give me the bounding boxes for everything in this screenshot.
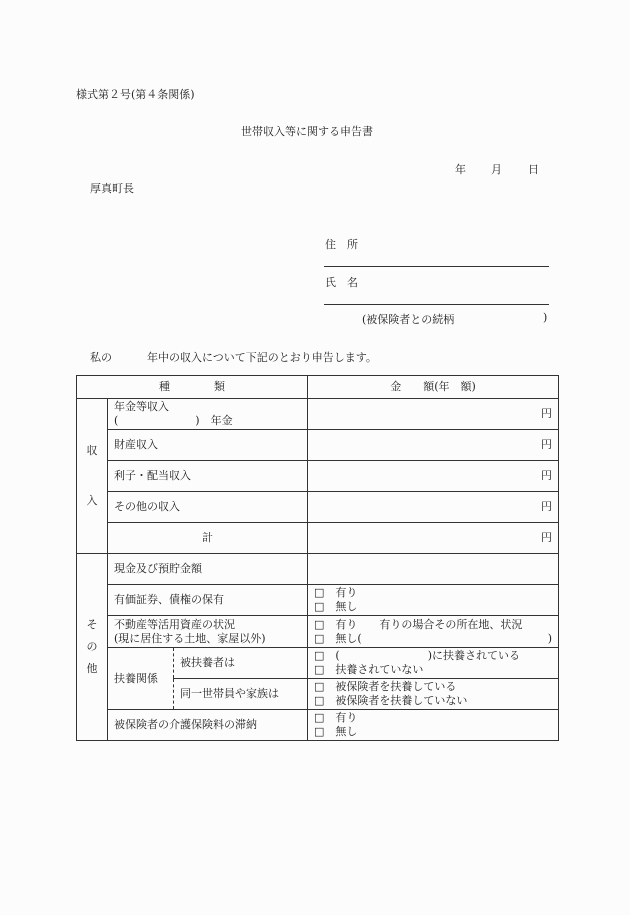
pension-income-amount-cell[interactable]: 円 — [308, 399, 559, 430]
household-member-options — [308, 679, 559, 710]
total-amount-cell[interactable]: 円 — [308, 523, 559, 554]
table-row — [77, 461, 559, 492]
table-row — [77, 585, 559, 616]
interest-dividend-income-label: 利子・配当収入 — [108, 461, 308, 492]
relation-close: ) — [543, 311, 548, 324]
table-header-row — [77, 376, 559, 399]
cash-savings-label: 現金及び預貯金額 — [108, 554, 308, 585]
form-number: 様式第２号(第４条関係) — [76, 88, 195, 101]
table-row — [77, 430, 559, 461]
address-label: 住 所 — [325, 238, 358, 251]
securities-label: 有価証券、債権の保有 — [108, 585, 308, 616]
addressee: 厚真町長 — [90, 182, 134, 195]
dependency-label: 扶養関係 — [108, 648, 174, 710]
household-member-label: 同一世帯員や家族は — [174, 679, 308, 710]
real-estate-no-checkbox[interactable]: □ 無し( ) — [314, 631, 553, 645]
securities-yes-checkbox[interactable]: □ 有り — [314, 586, 358, 599]
date-day-label: 日 — [528, 163, 539, 176]
dependent-not-supported-checkbox[interactable]: □ 扶養されていない — [314, 663, 424, 676]
interest-dividend-amount-cell[interactable]: 円 — [308, 461, 559, 492]
date-month-label: 月 — [491, 163, 502, 176]
name-line — [324, 304, 549, 305]
property-income-amount-cell[interactable]: 円 — [308, 430, 559, 461]
header-type: 種 類 — [77, 376, 308, 399]
premium-arrears-options — [308, 710, 559, 741]
property-income-label: 財産収入 — [108, 430, 308, 461]
name-label: 氏 名 — [325, 276, 358, 289]
date-year-label: 年 — [455, 163, 466, 176]
not-supports-insured-checkbox[interactable]: □ 被保険者を扶養していない — [314, 694, 468, 707]
pension-income-label: 年金等収入 ( ) 年金 — [108, 399, 308, 430]
arrears-yes-checkbox[interactable]: □ 有り — [314, 711, 358, 724]
premium-arrears-label: 被保険者の介護保険料の滞納 — [108, 710, 308, 741]
income-declaration-table — [76, 375, 559, 741]
declaration-prefix: 私の — [90, 351, 112, 364]
dependent-person-label: 被扶養者は — [174, 648, 308, 679]
header-amount: 金 額(年 額) — [308, 376, 559, 399]
declaration-text: 年中の収入について下記のとおり申告します。 — [147, 351, 377, 364]
other-section-label: そ の 他 — [77, 554, 108, 741]
dependent-supported-checkbox[interactable]: □ ( )に扶養されている — [314, 649, 520, 662]
real-estate-options — [308, 616, 559, 648]
other-income-label: その他の収入 — [108, 492, 308, 523]
cash-savings-amount-cell[interactable] — [308, 554, 559, 585]
securities-options — [308, 585, 559, 616]
securities-no-checkbox[interactable]: □ 無し — [314, 600, 358, 613]
dependent-person-options — [308, 648, 559, 679]
table-row — [77, 616, 559, 648]
arrears-no-checkbox[interactable]: □ 無し — [314, 725, 358, 738]
table-row — [77, 492, 559, 523]
other-income-amount-cell[interactable]: 円 — [308, 492, 559, 523]
supports-insured-checkbox[interactable]: □ 被保険者を扶養している — [314, 680, 457, 693]
income-section-label: 収 入 — [77, 399, 108, 554]
table-row — [77, 648, 559, 679]
document-title: 世帯収入等に関する申告書 — [241, 125, 373, 138]
table-row — [77, 399, 559, 430]
table-row — [77, 523, 559, 554]
relation-label: (被保険者との続柄 — [362, 313, 455, 326]
real-estate-yes-checkbox[interactable]: □ 有り 有りの場合その所在地、状況 — [314, 617, 523, 631]
table-row — [77, 554, 559, 585]
real-estate-label: 不動産等活用資産の状況 (現に居住する土地、家屋以外) — [108, 616, 308, 648]
address-line — [324, 266, 549, 267]
table-row — [77, 710, 559, 741]
total-label: 計 — [108, 523, 308, 554]
